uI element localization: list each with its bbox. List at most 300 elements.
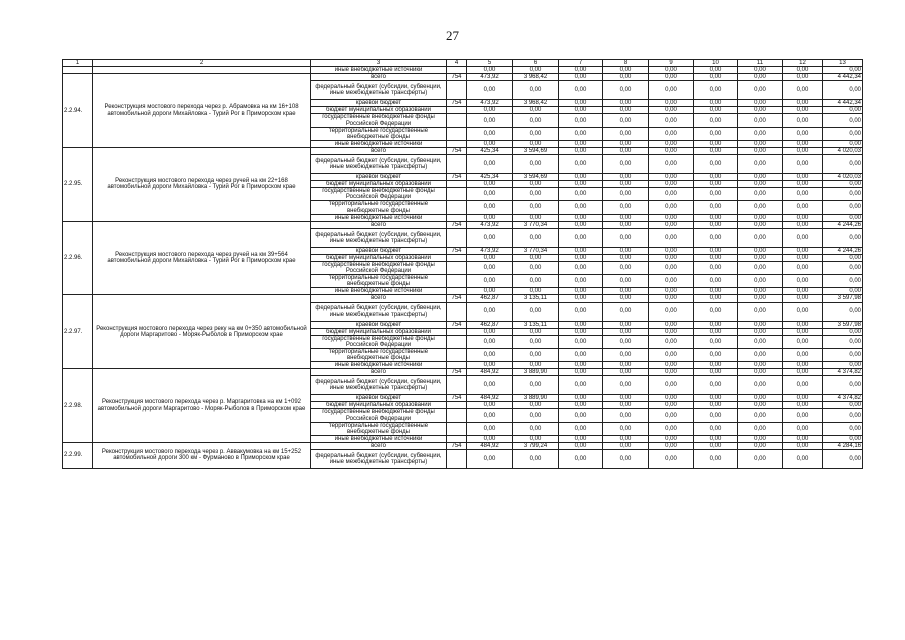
value-cell: 0,00 [649, 295, 694, 302]
value-cell: 0,00 [783, 114, 823, 127]
value-cell: 0,00 [603, 127, 649, 140]
value-cell: 0,00 [649, 442, 694, 449]
value-cell: 0,00 [649, 247, 694, 254]
value-cell: 0,00 [694, 435, 738, 442]
value-cell: 0,00 [694, 127, 738, 140]
budget-code [447, 450, 467, 469]
budget-code [447, 127, 467, 140]
value-cell: 0,00 [738, 409, 783, 422]
value-cell: 0,00 [694, 409, 738, 422]
value-cell: 0,00 [694, 74, 738, 81]
value-cell: 0,00 [649, 402, 694, 409]
value-cell: 0,00 [513, 450, 559, 469]
value-cell: 0,00 [603, 155, 649, 174]
value-cell: 0,00 [823, 181, 863, 188]
value-cell: 0,00 [513, 376, 559, 395]
value-cell: 0,00 [513, 435, 559, 442]
value-cell: 0,00 [559, 247, 603, 254]
value-cell: 0,00 [559, 127, 603, 140]
value-cell: 0,00 [694, 174, 738, 181]
value-cell: 0,00 [823, 335, 863, 348]
value-cell: 0,00 [559, 275, 603, 288]
value-cell: 0,00 [603, 275, 649, 288]
item-number: 2.2.94. [63, 74, 93, 148]
value-cell: 0,00 [603, 107, 649, 114]
value-cell: 0,00 [559, 261, 603, 274]
value-cell: 0,00 [559, 321, 603, 328]
value-cell: 0,00 [559, 409, 603, 422]
value-cell: 0,00 [467, 409, 513, 422]
value-cell: 0,00 [649, 67, 694, 74]
value-cell: 3 968,42 [513, 74, 559, 81]
value-cell: 0,00 [649, 422, 694, 435]
budget-code [447, 362, 467, 369]
value-cell: 0,00 [559, 147, 603, 154]
value-cell: 0,00 [783, 402, 823, 409]
value-cell: 0,00 [649, 409, 694, 422]
funding-source: бюджет муниципальных образований [311, 254, 447, 261]
value-cell: 3 799,24 [513, 442, 559, 449]
value-cell: 0,00 [694, 442, 738, 449]
budget-code [447, 114, 467, 127]
value-cell: 0,00 [603, 147, 649, 154]
value-cell: 0,00 [513, 155, 559, 174]
value-cell: 0,00 [467, 155, 513, 174]
budget-code [447, 181, 467, 188]
funding-source: иные внебюджетные источники [311, 288, 447, 295]
value-cell: 0,00 [823, 450, 863, 469]
value-cell: 0,00 [783, 362, 823, 369]
funding-source: территориальные государственные внебюджетные фонды [311, 348, 447, 361]
value-cell: 3 597,98 [823, 321, 863, 328]
value-cell: 0,00 [603, 100, 649, 107]
value-cell: 0,00 [513, 181, 559, 188]
value-cell: 0,00 [467, 435, 513, 442]
value-cell: 0,00 [603, 395, 649, 402]
funding-source: государственные внебюджетные фонды Российской Федерации [311, 261, 447, 274]
value-cell: 0,00 [559, 140, 603, 147]
value-cell: 0,00 [559, 376, 603, 395]
value-cell: 0,00 [559, 302, 603, 321]
value-cell: 0,00 [513, 114, 559, 127]
value-cell: 0,00 [783, 409, 823, 422]
value-cell: 0,00 [649, 261, 694, 274]
value-cell: 0,00 [603, 376, 649, 395]
value-cell: 0,00 [823, 140, 863, 147]
value-cell: 0,00 [603, 409, 649, 422]
value-cell: 0,00 [823, 107, 863, 114]
value-cell: 0,00 [467, 181, 513, 188]
value-cell: 0,00 [467, 214, 513, 221]
value-cell: 0,00 [649, 201, 694, 214]
value-cell: 0,00 [823, 228, 863, 247]
value-cell: 0,00 [694, 214, 738, 221]
budget-code [447, 402, 467, 409]
value-cell: 0,00 [649, 188, 694, 201]
value-cell: 0,00 [513, 127, 559, 140]
value-cell: 0,00 [783, 275, 823, 288]
value-cell: 0,00 [694, 288, 738, 295]
value-cell: 0,00 [694, 328, 738, 335]
value-cell: 0,00 [559, 450, 603, 469]
value-cell: 0,00 [738, 261, 783, 274]
value-cell: 0,00 [603, 74, 649, 81]
value-cell: 0,00 [694, 81, 738, 100]
value-cell: 0,00 [694, 450, 738, 469]
value-cell: 473,92 [467, 247, 513, 254]
value-cell: 0,00 [513, 348, 559, 361]
funding-source: федеральный бюджет (субсидии, субвенции, иные межбюджетные трансферты) [311, 155, 447, 174]
value-cell: 0,00 [559, 228, 603, 247]
value-cell: 473,92 [467, 74, 513, 81]
budget-code [447, 107, 467, 114]
value-cell: 0,00 [559, 221, 603, 228]
value-cell: 4 374,82 [823, 369, 863, 376]
value-cell: 0,00 [738, 81, 783, 100]
value-cell: 0,00 [694, 114, 738, 127]
value-cell: 0,00 [559, 107, 603, 114]
value-cell: 0,00 [649, 369, 694, 376]
value-cell: 0,00 [603, 221, 649, 228]
value-cell: 0,00 [559, 362, 603, 369]
value-cell: 484,92 [467, 442, 513, 449]
value-cell: 0,00 [783, 221, 823, 228]
item-number: 2.2.95. [63, 147, 93, 221]
value-cell: 0,00 [649, 81, 694, 100]
value-cell: 0,00 [649, 435, 694, 442]
value-cell: 0,00 [513, 254, 559, 261]
table-row [63, 74, 863, 81]
value-cell: 0,00 [783, 107, 823, 114]
value-cell: 0,00 [467, 335, 513, 348]
budget-code: 754 [447, 247, 467, 254]
value-cell: 0,00 [649, 321, 694, 328]
budget-code [447, 409, 467, 422]
table-row [63, 67, 863, 74]
value-cell: 0,00 [649, 328, 694, 335]
value-cell: 0,00 [559, 67, 603, 74]
value-cell: 0,00 [559, 100, 603, 107]
value-cell: 0,00 [738, 228, 783, 247]
value-cell: 0,00 [603, 188, 649, 201]
column-number: 6 [513, 60, 559, 67]
funding-source: территориальные государственные внебюджетные фонды [311, 201, 447, 214]
value-cell: 3 968,42 [513, 100, 559, 107]
value-cell: 0,00 [467, 362, 513, 369]
value-cell: 3 597,98 [823, 295, 863, 302]
value-cell: 0,00 [738, 247, 783, 254]
value-cell: 0,00 [467, 275, 513, 288]
value-cell: 0,00 [783, 328, 823, 335]
value-cell: 3 889,90 [513, 369, 559, 376]
value-cell: 0,00 [467, 328, 513, 335]
column-number: 7 [559, 60, 603, 67]
value-cell: 0,00 [738, 335, 783, 348]
value-cell: 0,00 [649, 362, 694, 369]
budget-code [447, 228, 467, 247]
value-cell: 0,00 [738, 295, 783, 302]
value-cell: 0,00 [694, 369, 738, 376]
value-cell: 0,00 [694, 140, 738, 147]
value-cell: 0,00 [559, 288, 603, 295]
value-cell: 0,00 [694, 402, 738, 409]
value-cell: 0,00 [603, 422, 649, 435]
value-cell: 0,00 [603, 295, 649, 302]
value-cell: 0,00 [649, 348, 694, 361]
value-cell: 0,00 [738, 221, 783, 228]
value-cell: 484,92 [467, 395, 513, 402]
value-cell: 0,00 [738, 254, 783, 261]
value-cell: 0,00 [738, 214, 783, 221]
value-cell: 0,00 [783, 254, 823, 261]
value-cell: 0,00 [559, 335, 603, 348]
value-cell: 0,00 [467, 81, 513, 100]
funding-source: федеральный бюджет (субсидии, субвенции, иные межбюджетные трансферты) [311, 302, 447, 321]
funding-source: территориальные государственные внебюджетные фонды [311, 275, 447, 288]
value-cell: 0,00 [694, 395, 738, 402]
value-cell: 0,00 [738, 107, 783, 114]
value-cell: 0,00 [603, 254, 649, 261]
column-number: 5 [467, 60, 513, 67]
table-body [63, 60, 863, 469]
value-cell: 473,92 [467, 100, 513, 107]
value-cell: 0,00 [603, 67, 649, 74]
value-cell: 0,00 [513, 67, 559, 74]
value-cell: 0,00 [694, 422, 738, 435]
value-cell: 0,00 [738, 362, 783, 369]
value-cell: 0,00 [467, 114, 513, 127]
budget-code [447, 214, 467, 221]
budget-code [447, 140, 467, 147]
value-cell: 0,00 [513, 335, 559, 348]
value-cell: 0,00 [603, 81, 649, 100]
value-cell: 0,00 [738, 328, 783, 335]
budget-code [447, 261, 467, 274]
value-cell: 0,00 [649, 221, 694, 228]
value-cell: 0,00 [649, 288, 694, 295]
value-cell: 0,00 [513, 228, 559, 247]
value-cell: 0,00 [783, 288, 823, 295]
value-cell: 0,00 [467, 201, 513, 214]
value-cell: 0,00 [694, 228, 738, 247]
funding-source: государственные внебюджетные фонды Российской Федерации [311, 188, 447, 201]
funding-source: государственные внебюджетные фонды Российской Федерации [311, 335, 447, 348]
value-cell: 0,00 [823, 214, 863, 221]
value-cell: 0,00 [823, 201, 863, 214]
budget-code: 754 [447, 321, 467, 328]
value-cell: 0,00 [783, 302, 823, 321]
value-cell: 0,00 [823, 402, 863, 409]
value-cell: 425,34 [467, 147, 513, 154]
budget-code [447, 254, 467, 261]
value-cell: 0,00 [559, 442, 603, 449]
value-cell: 0,00 [467, 348, 513, 361]
value-cell: 0,00 [603, 348, 649, 361]
funding-source: иные внебюджетные источники [311, 214, 447, 221]
value-cell: 0,00 [823, 114, 863, 127]
value-cell: 0,00 [783, 81, 823, 100]
value-cell: 0,00 [823, 188, 863, 201]
value-cell: 0,00 [603, 435, 649, 442]
funding-source: бюджет муниципальных образований [311, 107, 447, 114]
value-cell: 0,00 [513, 422, 559, 435]
value-cell: 0,00 [649, 181, 694, 188]
budget-code [447, 376, 467, 395]
item-description: Реконструкция мостового перехода через р. Аввакумовка на км 15+252 автомобильной дороги 300 км - Фурманово в Приморском крае [93, 442, 311, 468]
value-cell: 0,00 [783, 348, 823, 361]
value-cell: 0,00 [823, 155, 863, 174]
value-cell: 3 594,69 [513, 147, 559, 154]
item-description: Реконструкция мостового перехода через ручей на км 39+564 автомобильной дороги Михайловка - Турий Рог в Приморском крае [93, 221, 311, 295]
budget-code: 754 [447, 100, 467, 107]
value-cell: 0,00 [649, 302, 694, 321]
value-cell: 0,00 [559, 181, 603, 188]
value-cell: 0,00 [823, 409, 863, 422]
funding-source: всего [311, 221, 447, 228]
value-cell: 0,00 [694, 376, 738, 395]
value-cell: 0,00 [649, 335, 694, 348]
value-cell: 3 770,34 [513, 247, 559, 254]
budget-code [447, 348, 467, 361]
value-cell: 0,00 [783, 214, 823, 221]
budget-table [62, 59, 863, 469]
value-cell: 0,00 [823, 67, 863, 74]
value-cell: 4 020,03 [823, 174, 863, 181]
value-cell: 0,00 [738, 348, 783, 361]
budget-code: 754 [447, 174, 467, 181]
budget-code: 754 [447, 369, 467, 376]
table-row [63, 295, 863, 302]
value-cell: 3 135,11 [513, 295, 559, 302]
item-number: 2.2.96. [63, 221, 93, 295]
value-cell: 0,00 [783, 188, 823, 201]
value-cell: 0,00 [738, 174, 783, 181]
column-number: 9 [649, 60, 694, 67]
value-cell: 462,87 [467, 295, 513, 302]
value-cell: 0,00 [513, 328, 559, 335]
value-cell: 0,00 [603, 114, 649, 127]
budget-code: 754 [447, 74, 467, 81]
funding-source: территориальные государственные внебюджетные фонды [311, 422, 447, 435]
funding-source: федеральный бюджет (субсидии, субвенции, иные межбюджетные трансферты) [311, 376, 447, 395]
funding-source: краевой бюджет [311, 321, 447, 328]
value-cell: 0,00 [783, 261, 823, 274]
value-cell: 0,00 [467, 376, 513, 395]
value-cell: 0,00 [823, 348, 863, 361]
value-cell: 0,00 [694, 100, 738, 107]
value-cell: 0,00 [467, 140, 513, 147]
funding-source: бюджет муниципальных образований [311, 328, 447, 335]
value-cell: 0,00 [694, 221, 738, 228]
value-cell: 0,00 [738, 321, 783, 328]
value-cell: 0,00 [513, 409, 559, 422]
value-cell: 0,00 [559, 254, 603, 261]
value-cell: 0,00 [783, 395, 823, 402]
value-cell: 0,00 [649, 127, 694, 140]
value-cell: 0,00 [783, 74, 823, 81]
value-cell: 0,00 [467, 450, 513, 469]
value-cell: 0,00 [467, 127, 513, 140]
value-cell: 0,00 [738, 127, 783, 140]
budget-code [447, 188, 467, 201]
value-cell: 0,00 [694, 67, 738, 74]
value-cell: 0,00 [603, 328, 649, 335]
value-cell: 0,00 [603, 214, 649, 221]
value-cell: 0,00 [783, 67, 823, 74]
value-cell: 0,00 [694, 155, 738, 174]
table-row [63, 369, 863, 376]
value-cell: 0,00 [649, 228, 694, 247]
value-cell: 0,00 [783, 335, 823, 348]
funding-source: территориальные государственные внебюджетные фонды [311, 127, 447, 140]
budget-code [447, 155, 467, 174]
value-cell: 0,00 [513, 81, 559, 100]
value-cell: 0,00 [783, 442, 823, 449]
value-cell: 0,00 [783, 295, 823, 302]
funding-source: всего [311, 74, 447, 81]
funding-source: иные внебюджетные источники [311, 140, 447, 147]
value-cell: 0,00 [559, 188, 603, 201]
item-description: Реконструкция мостового перехода через р. Абрамовка на км 16+108 автомобильной дороги Михайловка - Турий Рог в Приморском крае [93, 74, 311, 148]
value-cell: 0,00 [559, 369, 603, 376]
budget-code [447, 435, 467, 442]
column-number: 11 [738, 60, 783, 67]
funding-source: краевой бюджет [311, 174, 447, 181]
value-cell: 0,00 [603, 362, 649, 369]
value-cell: 0,00 [559, 74, 603, 81]
value-cell: 0,00 [603, 140, 649, 147]
value-cell: 0,00 [783, 422, 823, 435]
value-cell: 0,00 [738, 376, 783, 395]
funding-source: краевой бюджет [311, 395, 447, 402]
budget-code [447, 335, 467, 348]
value-cell: 0,00 [649, 155, 694, 174]
item-number: 2.2.99. [63, 442, 93, 468]
budget-code [447, 275, 467, 288]
value-cell: 0,00 [823, 362, 863, 369]
value-cell: 0,00 [738, 147, 783, 154]
value-cell: 0,00 [823, 288, 863, 295]
budget-code: 754 [447, 295, 467, 302]
value-cell: 0,00 [649, 275, 694, 288]
item-number: 2.2.97. [63, 295, 93, 369]
value-cell: 0,00 [823, 254, 863, 261]
value-cell: 0,00 [694, 362, 738, 369]
table-row [63, 442, 863, 449]
value-cell: 0,00 [603, 369, 649, 376]
funding-source: иные внебюджетные источники [311, 362, 447, 369]
value-cell: 4 284,16 [823, 442, 863, 449]
funding-source: всего [311, 147, 447, 154]
value-cell: 0,00 [783, 450, 823, 469]
value-cell: 0,00 [513, 214, 559, 221]
value-cell: 0,00 [603, 288, 649, 295]
funding-source: краевой бюджет [311, 100, 447, 107]
value-cell: 4 374,82 [823, 395, 863, 402]
value-cell: 0,00 [467, 288, 513, 295]
value-cell: 0,00 [783, 147, 823, 154]
value-cell: 0,00 [738, 302, 783, 321]
value-cell: 0,00 [603, 228, 649, 247]
value-cell: 0,00 [467, 302, 513, 321]
value-cell: 4 244,26 [823, 247, 863, 254]
value-cell: 0,00 [694, 335, 738, 348]
budget-code: 754 [447, 395, 467, 402]
value-cell: 0,00 [823, 302, 863, 321]
funding-source: федеральный бюджет (субсидии, субвенции, иные межбюджетные трансферты) [311, 228, 447, 247]
value-cell: 0,00 [467, 107, 513, 114]
value-cell: 0,00 [783, 100, 823, 107]
